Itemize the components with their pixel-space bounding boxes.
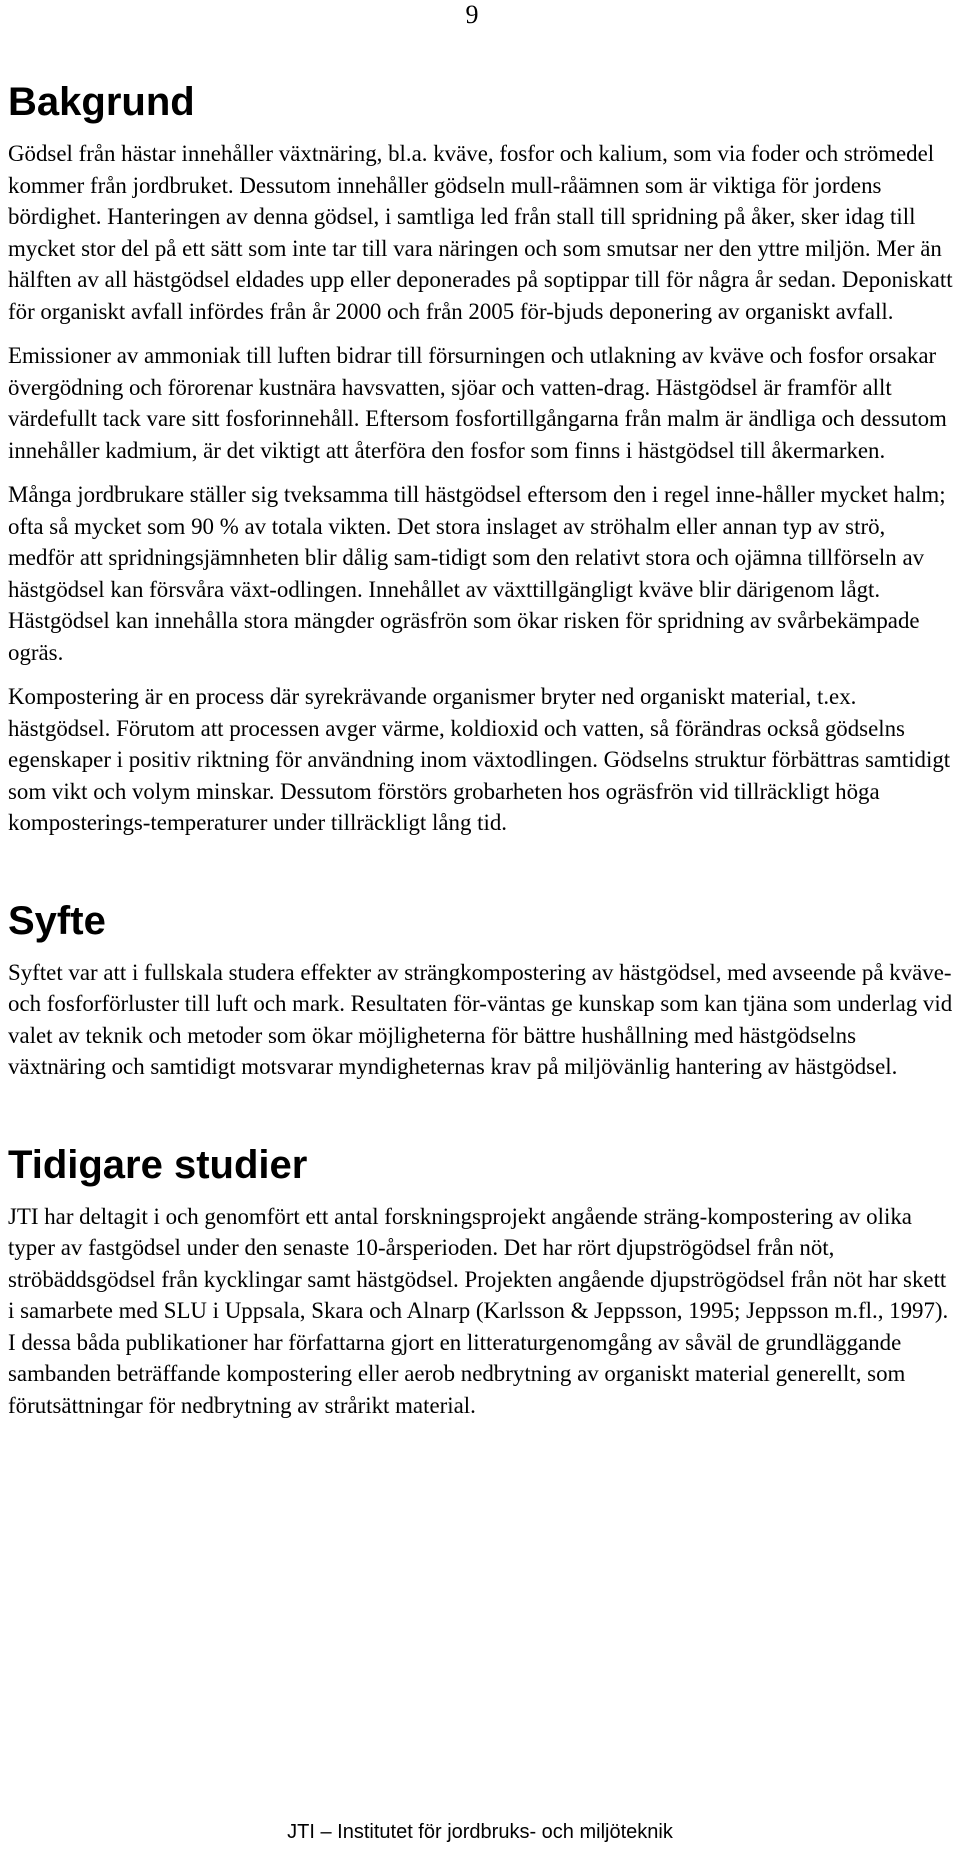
paragraph-bakgrund-2: Emissioner av ammoniak till luften bidrar till försurningen och utlakning av kväve och fosfor orsakar övergödning och förorenar kustnära havsvatten, sjöar och vatten-drag. Hästgödsel är framför allt värdefullt tack vare sitt fosforinnehåll. Eftersom fosfortillgångarna från malm är ändliga och dessutom innehåller kadmium, är det viktigt att återföra den fosfor som finns i hästgödsel till åkermarken.	[8, 343, 947, 463]
paragraph-bakgrund-4: Kompostering är en process där syrekrävande organismer bryter ned organiskt material, t.ex. hästgödsel. Förutom att processen avger värme, koldioxid och vatten, så förändras också gödselns egenskaper i positiv riktning för användning inom växtodlingen. Gödselns struktur förbättras samtidigt som vikt och volym minskar. Dessutom förstörs grobarheten hos ogräsfrön vid tillräckligt höga komposterings-temperaturer under tillräckligt lång tid.	[8, 684, 951, 835]
paragraph-tidigare-studier-1: JTI har deltagit i och genomfört ett antal forskningsprojekt angående sträng-kompostering av olika typer av fastgödsel under den senaste 10-årsperioden. Det har rört djupströgödsel från nöt, ströbäddsgödsel från kycklingar samt hästgödsel. Projekten angående djupströgödsel från nöt har skett i samarbete med SLU i Uppsala, Skara och Alnarp (Karlsson & Jeppsson, 1995; Jeppsson m.fl., 1997). I dessa båda publikationer har författarna gjort en litteraturgenomgång av såväl de grundläggande sambanden beträffande kompostering eller aerob nedbrytning av organiskt material generellt, som förutsättningar för nedbrytning av strårikt material.	[8, 1203, 949, 1418]
heading-tidigare-studier: Tidigare studier	[8, 1142, 308, 1187]
heading-bakgrund: Bakgrund	[8, 80, 195, 124]
paragraph-bakgrund-3: Många jordbrukare ställer sig tveksamma till hästgödsel eftersom den i regel inne-håller mycket halm; ofta så mycket som 90 % av totala vikten. Det stora inslaget av ströhalm eller annan typ av strö, medför att spridningsjämnheten blir dålig sam-tidigt som den relativt stora och ojämna tillförseln av hästgödsel kan försvåra växt-odlingen. Innehållet av växttillgängligt kväve blir därigenom lågt. Hästgödsel kan innehålla stora mängder ogräsfrön som ökar risken för spridning av svårbekämpade ogräs.	[8, 482, 946, 665]
heading-syfte: Syfte	[8, 898, 106, 943]
page-footer: JTI – Institutet för jordbruks- och miljöteknik	[287, 1821, 673, 1843]
document-body	[8, 78, 956, 1421]
paragraph-bakgrund-1: Gödsel från hästar innehåller växtnäring, bl.a. kväve, fosfor och kalium, som via foder och strömedel kommer från jordbruket. Dessutom innehåller gödseln mull-råämnen som är viktiga för jordens bördighet. Hanteringen av denna gödsel, i samtliga led från stall till spridning på åker, sker idag till mycket stor del på ett sätt som inte tar till vara näringen och som smutsar ner den yttre miljön. Mer än hälften av all hästgödsel eldades upp eller deponerades på soptippar till för några år sedan. Deponiskatt för organiskt avfall infördes från år 2000 och från 2005 för-bjuds deponering av organiskt avfall.	[8, 141, 953, 324]
paragraph-syfte-1: Syftet var att i fullskala studera effekter av strängkompostering av hästgödsel, med avseende på kväve- och fosforförluster till luft och mark. Resultaten för-väntas ge kunskap som kan tjäna som underlag vid valet av teknik och metoder som ökar möjligheterna för bättre hushållning med hästgödselns växtnäring och samtidigt motsvarar myndigheternas krav på miljövänlig hantering av hästgödsel.	[8, 959, 953, 1079]
page-number: 9	[465, 0, 479, 29]
